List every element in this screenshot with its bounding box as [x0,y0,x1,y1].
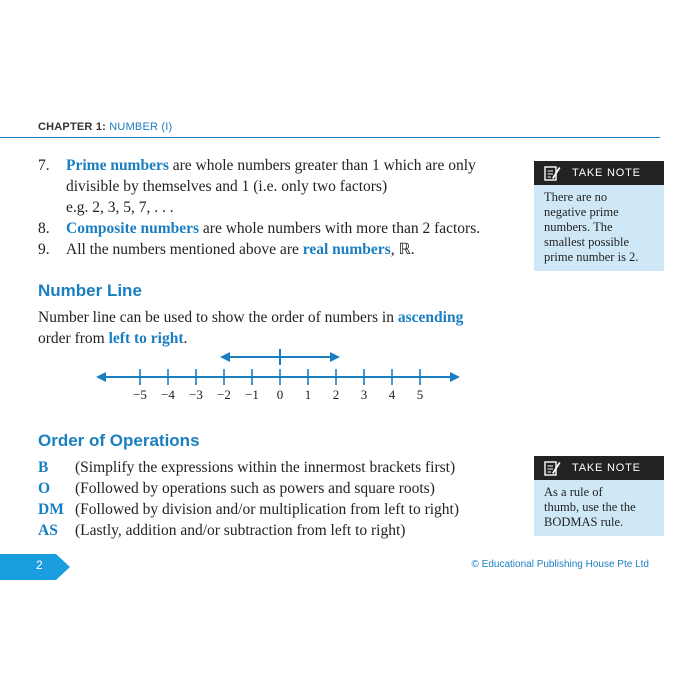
list-text: are whole numbers greater than 1 which are only [168,157,476,174]
note-line: thumb, use the the [544,500,636,514]
number-line-tick-label: −1 [245,387,259,402]
number-line-tick-label: 2 [332,387,340,402]
list-text: , ℝ. [390,241,415,258]
number-line-tick-label: −5 [133,387,147,402]
chapter-label: CHAPTER 1: [38,121,107,133]
page-number-tab [0,554,70,580]
note-line: As a rule of [544,485,603,499]
number-line-tick-label: 5 [416,387,424,402]
list-text: are whole numbers with more than 2 factors. [199,220,481,237]
number-line-tick-label: −4 [161,387,175,402]
note-line: prime number is 2. [544,250,639,264]
note-line: numbers. The [544,220,613,234]
number-line-tick-label: 1 [304,387,312,402]
bodmas-desc: (Followed by operations such as powers and square roots) [75,480,435,497]
term-composite-numbers: Composite numbers [66,220,200,237]
number-line-tick-label: 0 [276,387,284,402]
term-prime-numbers: Prime numbers [66,157,169,174]
note-pencil-icon [543,164,561,182]
direction-arrow [220,349,340,365]
note-line: negative prime [544,205,619,219]
bodmas-code: AS [38,522,58,539]
note-line: There are no [544,190,608,204]
section-heading-order-of-operations: Order of Operations [38,431,200,450]
bodmas-code: O [38,480,51,497]
note-line: BODMAS rule. [544,515,624,529]
list-number: 9. [38,241,50,258]
para-text: Number line can be used to show the order of numbers in [38,309,398,326]
number-line-tick-label: −3 [189,387,203,402]
list-text: divisible by themselves and 1 (i.e. only two factors) [66,178,388,195]
bodmas-desc: (Lastly, addition and/or subtraction from left to right) [75,522,406,539]
bodmas-desc: (Followed by division and/or multiplication from left to right) [75,501,460,518]
para-text: order from [38,330,109,347]
term-left-to-right: left to right [108,330,184,347]
bodmas-code: B [38,459,49,476]
list-number: 8. [38,220,50,237]
number-line-tick-label: 4 [388,387,396,402]
page-number: 2 [36,558,43,572]
take-note-box-2 [534,456,664,536]
list-example: e.g. 2, 3, 5, 7, . . . [66,199,174,216]
header-divider [0,137,660,138]
take-note-box-1 [534,161,664,271]
copyright-notice: © Educational Publishing House Pte Ltd [471,559,649,570]
number-line-tick-label: −2 [217,387,231,402]
chapter-header [38,121,172,133]
note-line: smallest possible [544,235,630,249]
number-line-tick-label: 3 [360,387,368,402]
main-number-line [96,372,460,382]
section-heading-number-line: Number Line [38,281,142,300]
note-title: TAKE NOTE [572,167,641,179]
note-pencil-icon [543,459,561,477]
bodmas-desc: (Simplify the expressions within the innermost brackets first) [75,459,456,476]
tick-group [133,369,423,402]
term-ascending: ascending [397,309,464,326]
list-text: All the numbers mentioned above are [66,241,303,258]
note-body [534,185,664,271]
list-number: 7. [38,157,50,174]
number-line-diagram [90,345,470,405]
term-real-numbers: real numbers [302,241,391,258]
chapter-subtitle: NUMBER (I) [109,121,173,133]
bodmas-code: DM [38,501,64,518]
note-title: TAKE NOTE [572,462,641,474]
para-text: . [183,330,188,347]
note-body [534,480,664,536]
number-line-paragraph-line1 [38,307,463,328]
